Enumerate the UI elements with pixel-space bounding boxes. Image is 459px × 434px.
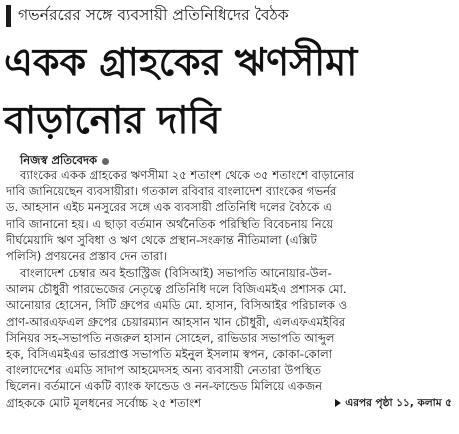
headline-line-1: একক গ্রাহকের ঋণসীমা bbox=[4, 40, 358, 84]
text-line: ছিলেন। বর্তমানে একটি ব্যাংক ফান্ডেড ও নন-ফান্ডেড মিলিয়ে একজন bbox=[6, 379, 323, 394]
text-line: আনোয়ার হোসেন, সিটি গ্রুপের এমডি মো. হাসান, বিসিআইর পরিচালক ও bbox=[6, 298, 348, 313]
kicker-bar bbox=[6, 5, 11, 27]
text-line: ব্যাংকের একক গ্রাহকের ঋণসীমা ২৫ শতাংশ থেকে ৩৫ শতাংশে বাড়ানোর bbox=[20, 168, 355, 182]
continuation-text: এরপর পৃষ্ঠা ১১, কলাম ৫ bbox=[345, 396, 452, 409]
kicker-row bbox=[6, 3, 289, 29]
text-line: বাংলাদেশ চেম্বার অব ইন্ডাস্ট্রিজ (বিসিআই) সভাপতি আনোয়ার-উল- bbox=[20, 266, 332, 280]
kicker: গভর্নররের সঙ্গে ব্যবসায়ী প্রতিনিধিদের বৈঠক bbox=[18, 6, 289, 24]
text-line: আলম চৌধুরী পারভেজের নেতৃত্বে প্রতিনিধি দলে বিজিএমইএ প্রশাসক মো. bbox=[6, 282, 347, 297]
triangle-right-icon bbox=[335, 399, 341, 407]
byline-text: নিজস্ব প্রতিবেদক bbox=[20, 153, 98, 167]
paragraph-2 bbox=[6, 265, 452, 411]
text-line: দাবি জানানো হয়। এ ছাড়া বর্তমান অর্থনৈতিক পরিস্থিতি বিবেচনায় নিয়ে bbox=[6, 216, 334, 231]
paragraph-1 bbox=[6, 167, 452, 264]
text-line: হক, বিসিএমইএর ভারপ্রাপ্ত সভাপতি মইনুল ইসলাম স্বপন, কোকা-কোলা bbox=[6, 346, 333, 361]
text-line: বাংলাদেশের এমডি সাদাপ আহমেদসহ অন্য ব্যবসায়ী নেতারা উপস্থিত bbox=[6, 363, 322, 378]
text-line-end: গ্রাহককে মোট মূলধনের সর্বোচ্চ ২৫ শতাংশ bbox=[6, 395, 202, 410]
text-line-last bbox=[6, 395, 452, 411]
continuation-link[interactable] bbox=[335, 395, 452, 411]
text-line: সিনিয়র সহ-সভাপতি নজরুল হাসান সোহেল, রাভিডার সভাপতি আব্দুল bbox=[6, 330, 335, 345]
text-line: দীর্ঘমেয়াদি ঋণ সুবিধা ও ঋণ থেকে প্রস্থান-সংক্রান্ত নীতিমালা (এক্সিট bbox=[6, 232, 317, 247]
text-line: দাবি জানিয়েছেন ব্যবসায়ীরা। গতকাল রবিবার বাংলাদেশ ব্যাংকের গভর্নর bbox=[6, 184, 337, 199]
text-line: ড. আহসান এইচ মনসুরের সঙ্গে এক ব্যবসায়ী প্রতিনিধি দলের বৈঠকে এ bbox=[6, 200, 332, 215]
headline-line-2: বাড়ানোর দাবি bbox=[4, 98, 221, 142]
text-line: পলিসি) প্রণয়নের প্রস্তাব দেন তারা। bbox=[6, 248, 167, 263]
bullet-icon bbox=[102, 158, 109, 165]
text-line: প্রাণ-আরএফএল গ্রুপের চেয়ারম্যান আহসান খান চৌধুরী, এলএফএমইবির bbox=[6, 314, 346, 329]
